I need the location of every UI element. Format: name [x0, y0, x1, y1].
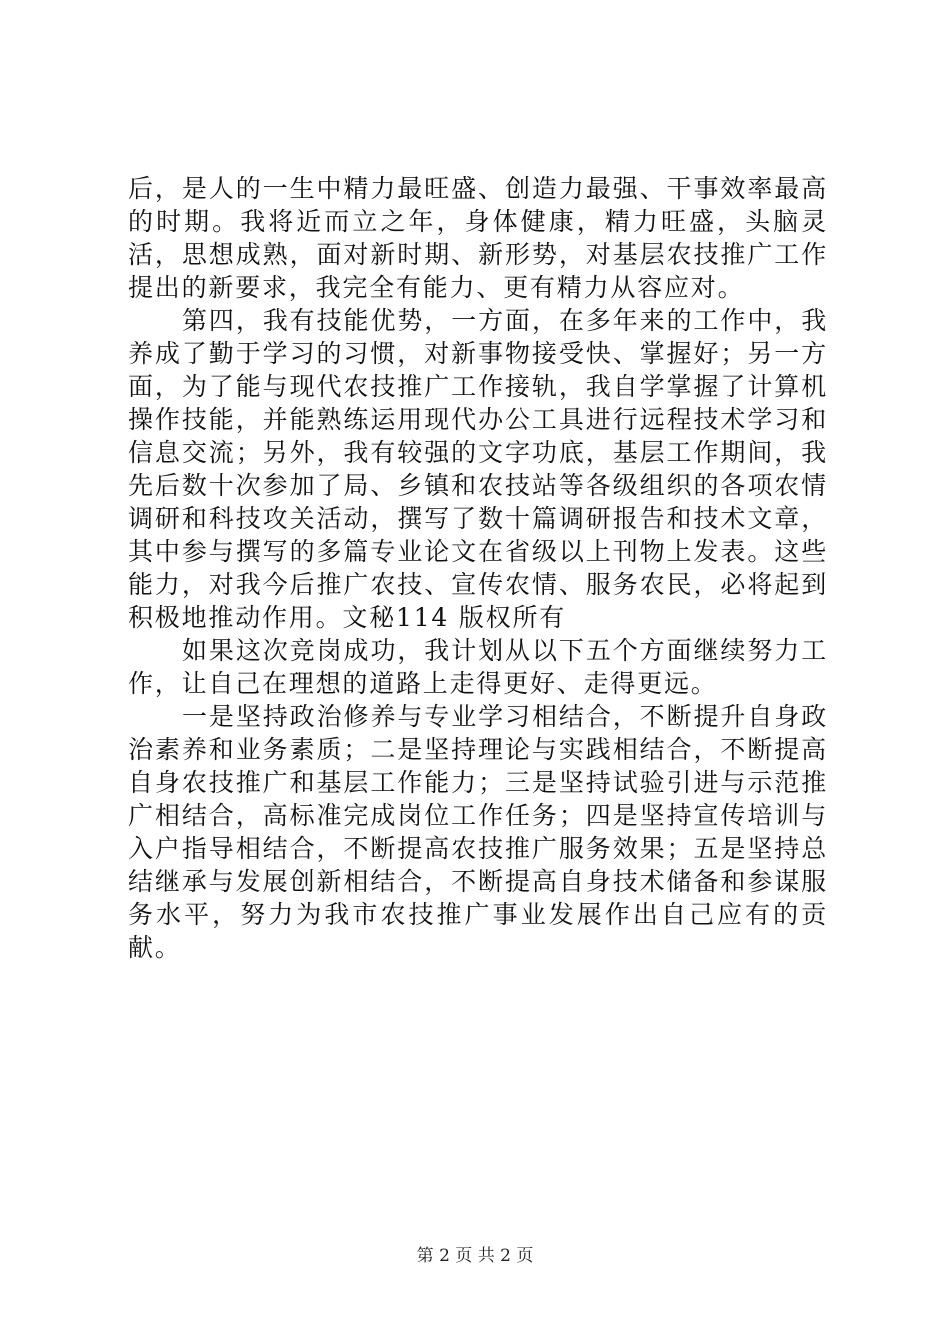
page-footer: 第 2 页 共 2 页 — [416, 1246, 534, 1266]
text-line: 如果这次竞岗成功，我计划从以下五个方面继续努力工作， — [128, 636, 828, 698]
text-line: 农技、宣传农情、服务农民，必将起到积极地推动作用。文秘 — [128, 570, 829, 632]
text-line: 合，高标准完成岗位工作任务；四是坚持宣传培训与入户指导 — [128, 801, 829, 863]
text-line: 一是坚持政治修养与专业学习相结合，不断提升自身政治 — [128, 702, 828, 764]
paragraph-2 — [128, 304, 828, 634]
text-line: 要求，我完全有能力、更有精力从容应对。 — [235, 273, 745, 302]
paragraph-3 — [128, 634, 828, 700]
text-line: 想成熟，面对新时期、新形势，对基层农技推广工作提出的新 — [128, 240, 829, 302]
text-line: 农技推广和基层工作能力；三是坚持试验引进与示范推广相结 — [128, 768, 828, 830]
text-line: 114 版权所有 — [396, 603, 567, 632]
text-line: 时期。我将近而立之年，身体健康，精力旺盛，头脑灵活，思 — [128, 207, 828, 269]
paragraph-4 — [128, 700, 828, 964]
paragraph-1 — [128, 172, 828, 304]
text-line: 活动，撰写了数十篇调研报告和技术文章，其中参与撰写的多 — [128, 504, 828, 566]
text-line: 篇专业论文在省级以上刊物上发表。这些能力，对我今后推广 — [128, 537, 828, 599]
document-body — [128, 172, 828, 964]
text-line: 加了局、乡镇和农技站等各级组织的各项农情调研和科技攻关 — [128, 471, 828, 533]
text-line: 让自己在理想的道路上走得更好、走得更远。 — [181, 669, 718, 698]
text-line: 为了能与现代农技推广工作接轨，我自学掌握了计算机操作技 — [128, 372, 828, 434]
text-line: 相结合，不断提高农技推广服务效果；五是坚持总结继承与发 — [128, 834, 828, 896]
text-line: 展创新相结合，不断提高自身技术储备和参谋服务水平，努力 — [128, 867, 828, 929]
text-line: 后，是人的一生中精力最旺盛、创造力最强、干事效率最高的 — [128, 174, 828, 236]
text-line: 第四，我有技能优势，一方面，在多年来的工作中，我养 — [128, 306, 828, 368]
text-line: 为我市农技推广事业发展作出自己应有的贡献。 — [128, 900, 828, 962]
text-line: 素养和业务素质；二是坚持理论与实践相结合，不断提高自身 — [128, 735, 828, 797]
text-line: 另外，我有较强的文字功底，基层工作期间，我先后数十次参 — [128, 438, 828, 500]
text-line: 成了勤于学习的习惯，对新事物接受快、掌握好；另一方面， — [128, 339, 828, 401]
text-line: 能，并能熟练运用现代办公工具进行远程技术学习和信息交流； — [128, 405, 829, 467]
